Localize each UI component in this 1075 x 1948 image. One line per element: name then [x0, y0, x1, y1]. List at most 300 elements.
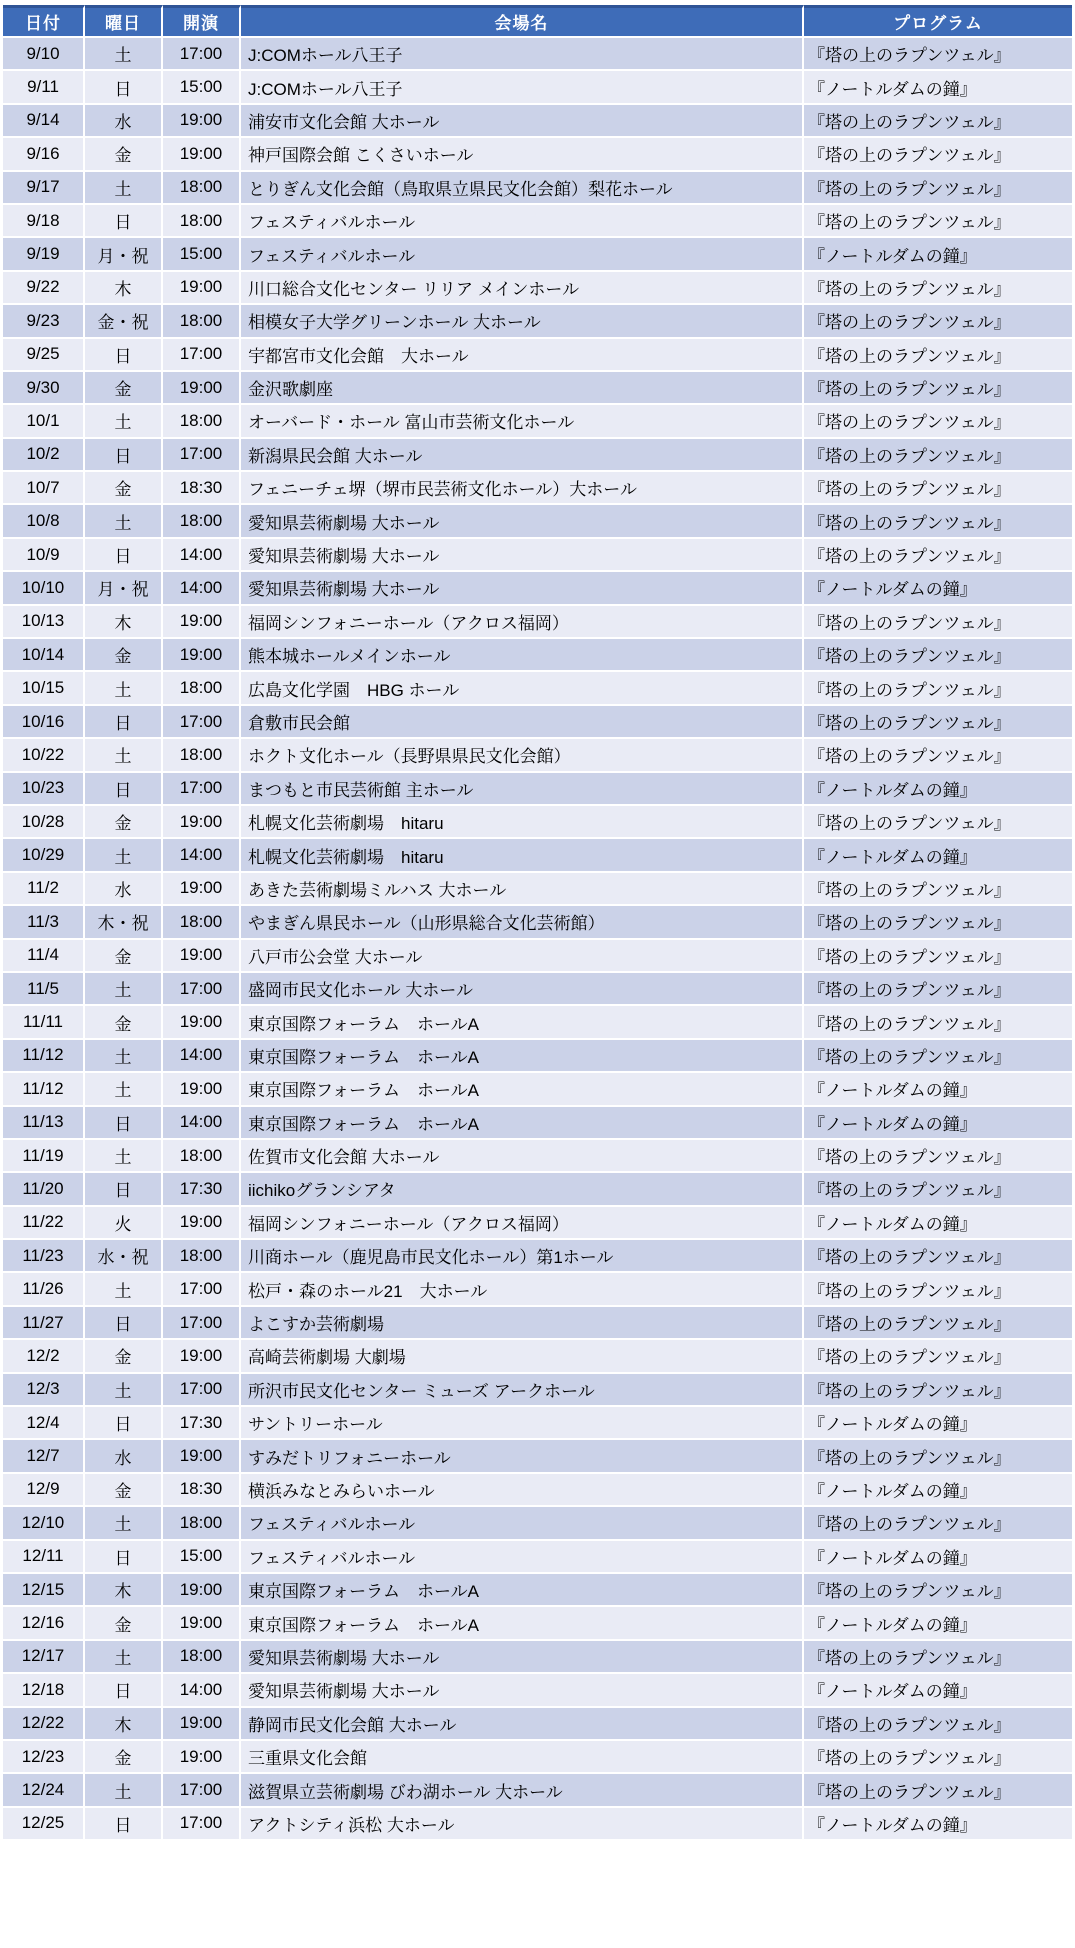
day-cell: 木・祝 [85, 906, 163, 939]
time-cell: 14:00 [163, 1040, 241, 1073]
program-cell: 『塔の上のラプンツェル』 [804, 405, 1072, 438]
date-cell: 12/17 [3, 1641, 85, 1674]
venue-cell: 三重県文化会館 [241, 1741, 804, 1774]
program-cell: 『ノートルダムの鐘』 [804, 1607, 1072, 1640]
time-cell: 18:00 [163, 1641, 241, 1674]
date-cell: 12/16 [3, 1607, 85, 1640]
venue-cell: 東京国際フォーラム ホールA [241, 1607, 804, 1640]
schedule-row [3, 572, 1072, 605]
time-cell: 17:00 [163, 1307, 241, 1340]
date-cell: 10/13 [3, 606, 85, 639]
time-cell: 18:00 [163, 405, 241, 438]
schedule-row [3, 1708, 1072, 1741]
venue-cell: 熊本城ホールメインホール [241, 639, 804, 672]
time-cell: 18:00 [163, 739, 241, 772]
venue-cell: あきた芸術劇場ミルハス 大ホール [241, 873, 804, 906]
time-cell: 14:00 [163, 1674, 241, 1707]
date-cell: 11/27 [3, 1307, 85, 1340]
time-cell: 17:00 [163, 1808, 241, 1841]
time-cell: 19:00 [163, 1340, 241, 1373]
day-cell: 金 [85, 639, 163, 672]
program-cell: 『塔の上のラプンツェル』 [804, 1774, 1072, 1807]
schedule-row [3, 1107, 1072, 1140]
program-cell: 『塔の上のラプンツェル』 [804, 973, 1072, 1006]
date-cell: 10/15 [3, 672, 85, 705]
schedule-row [3, 138, 1072, 171]
day-cell: 金 [85, 1607, 163, 1640]
venue-cell: 福岡シンフォニーホール（アクロス福岡） [241, 1207, 804, 1240]
time-cell: 19:00 [163, 105, 241, 138]
time-cell: 19:00 [163, 1006, 241, 1039]
time-cell: 19:00 [163, 1574, 241, 1607]
time-cell: 18:00 [163, 305, 241, 338]
day-cell: 金 [85, 806, 163, 839]
program-cell: 『塔の上のラプンツェル』 [804, 472, 1072, 505]
program-cell: 『塔の上のラプンツェル』 [804, 1374, 1072, 1407]
schedule-row [3, 1407, 1072, 1440]
time-cell: 17:00 [163, 973, 241, 1006]
venue-cell: やまぎん県民ホール（山形県総合文化芸術館） [241, 906, 804, 939]
schedule-row [3, 1741, 1072, 1774]
column-header-venue: 会場名 [241, 5, 804, 38]
schedule-row [3, 1774, 1072, 1807]
time-cell: 17:30 [163, 1173, 241, 1206]
schedule-row [3, 773, 1072, 806]
venue-cell: アクトシティ浜松 大ホール [241, 1808, 804, 1841]
venue-cell: 静岡市民文化会館 大ホール [241, 1708, 804, 1741]
venue-cell: 横浜みなとみらいホール [241, 1474, 804, 1507]
program-cell: 『塔の上のラプンツェル』 [804, 305, 1072, 338]
venue-cell: 松戸・森のホール21 大ホール [241, 1273, 804, 1306]
time-cell: 15:00 [163, 238, 241, 271]
date-cell: 10/16 [3, 706, 85, 739]
venue-cell: 高崎芸術劇場 大劇場 [241, 1340, 804, 1373]
time-cell: 19:00 [163, 372, 241, 405]
time-cell: 18:00 [163, 172, 241, 205]
date-cell: 12/24 [3, 1774, 85, 1807]
time-cell: 14:00 [163, 539, 241, 572]
day-cell: 木 [85, 606, 163, 639]
venue-cell: 東京国際フォーラム ホールA [241, 1107, 804, 1140]
day-cell: 金 [85, 1741, 163, 1774]
time-cell: 19:00 [163, 806, 241, 839]
program-cell: 『塔の上のラプンツェル』 [804, 873, 1072, 906]
day-cell: 日 [85, 1173, 163, 1206]
date-cell: 9/16 [3, 138, 85, 171]
date-cell: 10/28 [3, 806, 85, 839]
time-cell: 19:00 [163, 1073, 241, 1106]
program-cell: 『塔の上のラプンツェル』 [804, 606, 1072, 639]
venue-cell: 愛知県芸術劇場 大ホール [241, 505, 804, 538]
schedule-row [3, 739, 1072, 772]
venue-cell: 八戸市公会堂 大ホール [241, 940, 804, 973]
time-cell: 17:00 [163, 1774, 241, 1807]
venue-cell: オーバード・ホール 富山市芸術文化ホール [241, 405, 804, 438]
time-cell: 17:00 [163, 38, 241, 71]
time-cell: 18:00 [163, 1507, 241, 1540]
day-cell: 金 [85, 138, 163, 171]
time-cell: 18:00 [163, 1140, 241, 1173]
program-cell: 『塔の上のラプンツェル』 [804, 639, 1072, 672]
schedule-row [3, 806, 1072, 839]
header-row [3, 5, 1072, 38]
program-cell: 『ノートルダムの鐘』 [804, 1474, 1072, 1507]
venue-cell: フェスティバルホール [241, 1541, 804, 1574]
program-cell: 『塔の上のラプンツェル』 [804, 1240, 1072, 1273]
time-cell: 19:00 [163, 606, 241, 639]
schedule-row [3, 539, 1072, 572]
date-cell: 10/23 [3, 773, 85, 806]
day-cell: 土 [85, 172, 163, 205]
date-cell: 12/23 [3, 1741, 85, 1774]
time-cell: 15:00 [163, 71, 241, 104]
schedule-row [3, 505, 1072, 538]
program-cell: 『ノートルダムの鐘』 [804, 1073, 1072, 1106]
venue-cell: フェニーチェ堺（堺市民芸術文化ホール）大ホール [241, 472, 804, 505]
schedule-row [3, 1273, 1072, 1306]
program-cell: 『塔の上のラプンツェル』 [804, 1708, 1072, 1741]
date-cell: 11/12 [3, 1040, 85, 1073]
venue-cell: とりぎん文化会館（鳥取県立県民文化会館）梨花ホール [241, 172, 804, 205]
column-header-date: 日付 [3, 5, 85, 38]
venue-cell: サントリーホール [241, 1407, 804, 1440]
schedule-row [3, 672, 1072, 705]
day-cell: 日 [85, 539, 163, 572]
venue-cell: J:COMホール八王子 [241, 38, 804, 71]
day-cell: 金 [85, 1474, 163, 1507]
schedule-row [3, 1541, 1072, 1574]
schedule-row [3, 105, 1072, 138]
venue-cell: 相模女子大学グリーンホール 大ホール [241, 305, 804, 338]
venue-cell: フェスティバルホール [241, 238, 804, 271]
schedule-row [3, 205, 1072, 238]
date-cell: 10/7 [3, 472, 85, 505]
date-cell: 12/11 [3, 1541, 85, 1574]
program-cell: 『塔の上のラプンツェル』 [804, 1574, 1072, 1607]
venue-cell: 浦安市文化会館 大ホール [241, 105, 804, 138]
venue-cell: フェスティバルホール [241, 205, 804, 238]
day-cell: 日 [85, 1808, 163, 1841]
schedule-row [3, 1207, 1072, 1240]
day-cell: 日 [85, 439, 163, 472]
program-cell: 『ノートルダムの鐘』 [804, 71, 1072, 104]
program-cell: 『ノートルダムの鐘』 [804, 1541, 1072, 1574]
schedule-row [3, 272, 1072, 305]
date-cell: 11/3 [3, 906, 85, 939]
time-cell: 19:00 [163, 1607, 241, 1640]
schedule-row [3, 1808, 1072, 1841]
day-cell: 木 [85, 272, 163, 305]
date-cell: 11/19 [3, 1140, 85, 1173]
day-cell: 土 [85, 1774, 163, 1807]
day-cell: 土 [85, 839, 163, 872]
venue-cell: J:COMホール八王子 [241, 71, 804, 104]
date-cell: 9/17 [3, 172, 85, 205]
venue-cell: 東京国際フォーラム ホールA [241, 1073, 804, 1106]
venue-cell: 宇都宮市文化会館 大ホール [241, 339, 804, 372]
day-cell: 日 [85, 1307, 163, 1340]
time-cell: 19:00 [163, 138, 241, 171]
day-cell: 金 [85, 372, 163, 405]
time-cell: 19:00 [163, 272, 241, 305]
date-cell: 10/29 [3, 839, 85, 872]
program-cell: 『塔の上のラプンツェル』 [804, 105, 1072, 138]
venue-cell: 川商ホール（鹿児島市民文化ホール）第1ホール [241, 1240, 804, 1273]
program-cell: 『塔の上のラプンツェル』 [804, 172, 1072, 205]
date-cell: 12/9 [3, 1474, 85, 1507]
program-cell: 『ノートルダムの鐘』 [804, 1808, 1072, 1841]
schedule-row [3, 1307, 1072, 1340]
date-cell: 11/13 [3, 1107, 85, 1140]
time-cell: 17:00 [163, 1374, 241, 1407]
program-cell: 『塔の上のラプンツェル』 [804, 1440, 1072, 1473]
time-cell: 14:00 [163, 1107, 241, 1140]
day-cell: 水・祝 [85, 1240, 163, 1273]
time-cell: 17:00 [163, 1273, 241, 1306]
schedule-row [3, 172, 1072, 205]
venue-cell: 所沢市民文化センター ミューズ アークホール [241, 1374, 804, 1407]
schedule-row [3, 405, 1072, 438]
time-cell: 17:00 [163, 439, 241, 472]
day-cell: 金 [85, 472, 163, 505]
program-cell: 『塔の上のラプンツェル』 [804, 1140, 1072, 1173]
date-cell: 9/30 [3, 372, 85, 405]
time-cell: 18:00 [163, 1240, 241, 1273]
schedule-row [3, 1006, 1072, 1039]
program-cell: 『塔の上のラプンツェル』 [804, 505, 1072, 538]
performance-schedule-table [3, 5, 1072, 1841]
program-cell: 『ノートルダムの鐘』 [804, 1207, 1072, 1240]
program-cell: 『塔の上のラプンツェル』 [804, 38, 1072, 71]
schedule-row [3, 906, 1072, 939]
day-cell: 土 [85, 505, 163, 538]
time-cell: 18:00 [163, 906, 241, 939]
venue-cell: 広島文化学園 HBG ホール [241, 672, 804, 705]
day-cell: 月・祝 [85, 572, 163, 605]
venue-cell: 札幌文化芸術劇場 hitaru [241, 839, 804, 872]
schedule-row [3, 1474, 1072, 1507]
day-cell: 日 [85, 706, 163, 739]
date-cell: 12/15 [3, 1574, 85, 1607]
schedule-row [3, 238, 1072, 271]
program-cell: 『塔の上のラプンツェル』 [804, 906, 1072, 939]
time-cell: 19:00 [163, 1207, 241, 1240]
date-cell: 9/11 [3, 71, 85, 104]
schedule-row [3, 639, 1072, 672]
program-cell: 『ノートルダムの鐘』 [804, 773, 1072, 806]
schedule-row [3, 1140, 1072, 1173]
program-cell: 『塔の上のラプンツェル』 [804, 940, 1072, 973]
program-cell: 『塔の上のラプンツェル』 [804, 1273, 1072, 1306]
date-cell: 11/23 [3, 1240, 85, 1273]
venue-cell: iichikoグランシアタ [241, 1173, 804, 1206]
schedule-row [3, 439, 1072, 472]
date-cell: 10/8 [3, 505, 85, 538]
date-cell: 11/11 [3, 1006, 85, 1039]
day-cell: 金 [85, 1340, 163, 1373]
schedule-row [3, 1240, 1072, 1273]
program-cell: 『塔の上のラプンツェル』 [804, 1641, 1072, 1674]
venue-cell: すみだトリフォニーホール [241, 1440, 804, 1473]
day-cell: 日 [85, 1674, 163, 1707]
date-cell: 9/25 [3, 339, 85, 372]
time-cell: 17:00 [163, 339, 241, 372]
time-cell: 18:00 [163, 205, 241, 238]
day-cell: 水 [85, 873, 163, 906]
date-cell: 11/20 [3, 1173, 85, 1206]
time-cell: 19:00 [163, 1741, 241, 1774]
venue-cell: 東京国際フォーラム ホールA [241, 1574, 804, 1607]
date-cell: 10/1 [3, 405, 85, 438]
program-cell: 『塔の上のラプンツェル』 [804, 372, 1072, 405]
date-cell: 12/3 [3, 1374, 85, 1407]
date-cell: 9/19 [3, 238, 85, 271]
schedule-row [3, 1507, 1072, 1540]
day-cell: 土 [85, 38, 163, 71]
schedule-row [3, 1040, 1072, 1073]
schedule-row [3, 1674, 1072, 1707]
day-cell: 日 [85, 205, 163, 238]
schedule-row [3, 706, 1072, 739]
day-cell: 土 [85, 1641, 163, 1674]
venue-cell: 札幌文化芸術劇場 hitaru [241, 806, 804, 839]
venue-cell: 滋賀県立芸術劇場 びわ湖ホール 大ホール [241, 1774, 804, 1807]
schedule-row [3, 1173, 1072, 1206]
date-cell: 10/2 [3, 439, 85, 472]
date-cell: 11/2 [3, 873, 85, 906]
venue-cell: 愛知県芸術劇場 大ホール [241, 1674, 804, 1707]
day-cell: 金・祝 [85, 305, 163, 338]
venue-cell: 愛知県芸術劇場 大ホール [241, 1641, 804, 1674]
time-cell: 14:00 [163, 572, 241, 605]
time-cell: 17:00 [163, 706, 241, 739]
column-header-program: プログラム [804, 5, 1072, 38]
day-cell: 日 [85, 1107, 163, 1140]
program-cell: 『塔の上のラプンツェル』 [804, 706, 1072, 739]
program-cell: 『塔の上のラプンツェル』 [804, 439, 1072, 472]
venue-cell: 新潟県民会館 大ホール [241, 439, 804, 472]
day-cell: 金 [85, 1006, 163, 1039]
time-cell: 19:00 [163, 873, 241, 906]
schedule-row [3, 38, 1072, 71]
program-cell: 『塔の上のラプンツェル』 [804, 672, 1072, 705]
schedule-row [3, 873, 1072, 906]
venue-cell: まつもと市民芸術館 主ホール [241, 773, 804, 806]
venue-cell: 倉敷市民会館 [241, 706, 804, 739]
schedule-row [3, 940, 1072, 973]
venue-cell: 東京国際フォーラム ホールA [241, 1006, 804, 1039]
day-cell: 土 [85, 1507, 163, 1540]
program-cell: 『塔の上のラプンツェル』 [804, 1340, 1072, 1373]
program-cell: 『塔の上のラプンツェル』 [804, 205, 1072, 238]
day-cell: 土 [85, 973, 163, 1006]
day-cell: 月・祝 [85, 238, 163, 271]
day-cell: 土 [85, 1073, 163, 1106]
schedule-row [3, 339, 1072, 372]
time-cell: 19:00 [163, 1440, 241, 1473]
venue-cell: 愛知県芸術劇場 大ホール [241, 539, 804, 572]
schedule-row [3, 71, 1072, 104]
day-cell: 土 [85, 1273, 163, 1306]
schedule-row [3, 606, 1072, 639]
program-cell: 『ノートルダムの鐘』 [804, 572, 1072, 605]
program-cell: 『塔の上のラプンツェル』 [804, 1507, 1072, 1540]
time-cell: 18:00 [163, 672, 241, 705]
schedule-row [3, 372, 1072, 405]
date-cell: 11/26 [3, 1273, 85, 1306]
program-cell: 『塔の上のラプンツェル』 [804, 272, 1072, 305]
program-cell: 『塔の上のラプンツェル』 [804, 1307, 1072, 1340]
program-cell: 『塔の上のラプンツェル』 [804, 1006, 1072, 1039]
venue-cell: 佐賀市文化会館 大ホール [241, 1140, 804, 1173]
date-cell: 12/18 [3, 1674, 85, 1707]
date-cell: 12/2 [3, 1340, 85, 1373]
program-cell: 『塔の上のラプンツェル』 [804, 806, 1072, 839]
column-header-day: 曜日 [85, 5, 163, 38]
day-cell: 日 [85, 1407, 163, 1440]
program-cell: 『ノートルダムの鐘』 [804, 839, 1072, 872]
time-cell: 18:00 [163, 505, 241, 538]
date-cell: 12/22 [3, 1708, 85, 1741]
day-cell: 木 [85, 1708, 163, 1741]
program-cell: 『塔の上のラプンツェル』 [804, 1741, 1072, 1774]
venue-cell: 金沢歌劇座 [241, 372, 804, 405]
schedule-row [3, 839, 1072, 872]
program-cell: 『塔の上のラプンツェル』 [804, 339, 1072, 372]
time-cell: 19:00 [163, 1708, 241, 1741]
date-cell: 11/22 [3, 1207, 85, 1240]
date-cell: 9/14 [3, 105, 85, 138]
schedule-row [3, 1574, 1072, 1607]
venue-cell: 愛知県芸術劇場 大ホール [241, 572, 804, 605]
program-cell: 『塔の上のラプンツェル』 [804, 1173, 1072, 1206]
day-cell: 日 [85, 1541, 163, 1574]
day-cell: 土 [85, 1140, 163, 1173]
day-cell: 日 [85, 773, 163, 806]
program-cell: 『ノートルダムの鐘』 [804, 1107, 1072, 1140]
schedule-row [3, 1374, 1072, 1407]
program-cell: 『ノートルダムの鐘』 [804, 1407, 1072, 1440]
date-cell: 11/4 [3, 940, 85, 973]
schedule-row [3, 1340, 1072, 1373]
day-cell: 土 [85, 405, 163, 438]
day-cell: 土 [85, 1040, 163, 1073]
day-cell: 火 [85, 1207, 163, 1240]
date-cell: 9/22 [3, 272, 85, 305]
venue-cell: よこすか芸術劇場 [241, 1307, 804, 1340]
date-cell: 11/12 [3, 1073, 85, 1106]
day-cell: 木 [85, 1574, 163, 1607]
schedule-row [3, 1607, 1072, 1640]
time-cell: 17:30 [163, 1407, 241, 1440]
day-cell: 水 [85, 105, 163, 138]
date-cell: 10/10 [3, 572, 85, 605]
schedule-row [3, 1641, 1072, 1674]
date-cell: 9/10 [3, 38, 85, 71]
date-cell: 10/9 [3, 539, 85, 572]
venue-cell: 神戸国際会館 こくさいホール [241, 138, 804, 171]
program-cell: 『塔の上のラプンツェル』 [804, 138, 1072, 171]
date-cell: 12/7 [3, 1440, 85, 1473]
day-cell: 土 [85, 1374, 163, 1407]
date-cell: 12/25 [3, 1808, 85, 1841]
schedule-row [3, 472, 1072, 505]
venue-cell: 福岡シンフォニーホール（アクロス福岡） [241, 606, 804, 639]
time-cell: 15:00 [163, 1541, 241, 1574]
schedule-row [3, 973, 1072, 1006]
day-cell: 水 [85, 1440, 163, 1473]
date-cell: 9/18 [3, 205, 85, 238]
